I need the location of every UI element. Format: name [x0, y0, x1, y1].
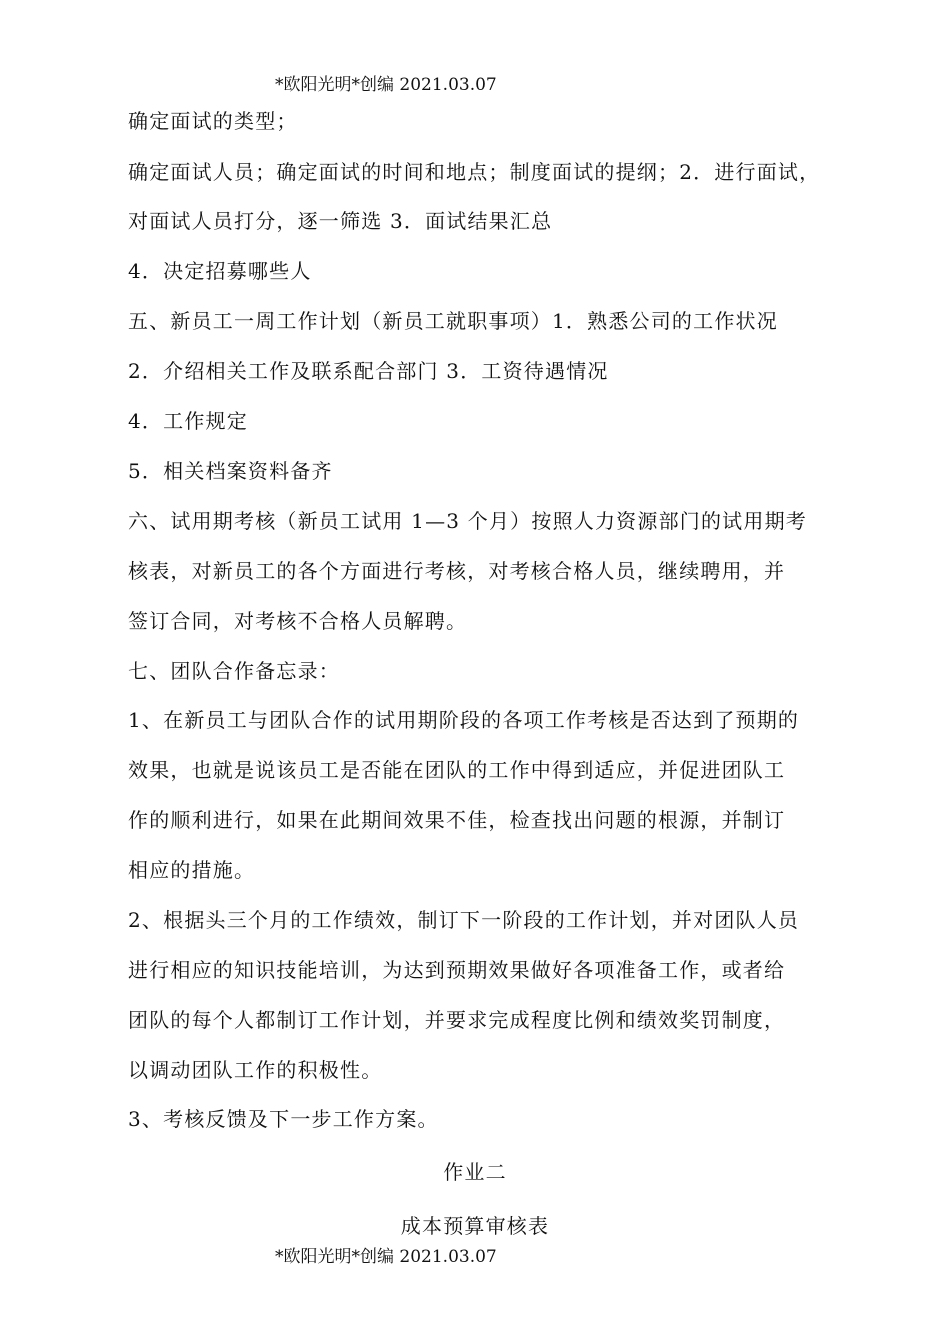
table-title: 成本预算审核表: [400, 1214, 550, 1238]
text-line: 确定面试人员；确定面试的时间和地点；制度面试的提纲；2．进行面试，: [128, 160, 821, 184]
text-line: 5．相关档案资料备齐: [128, 459, 333, 483]
text-line: 4．工作规定: [128, 409, 248, 433]
text-line: 1、在新员工与团队合作的试用期阶段的各项工作考核是否达到了预期的: [128, 708, 800, 732]
text-line: 进行相应的知识技能培训，为达到预期效果做好各项准备工作，或者给: [128, 958, 786, 982]
page-header: *欧阳光明*创编 2021.03.07: [275, 75, 497, 95]
section-heading-5: 五、新员工一周工作计划（新员工就职事项）1．熟悉公司的工作状况: [128, 309, 778, 333]
text-line: 确定面试的类型；: [128, 109, 298, 133]
text-line: 团队的每个人都制订工作计划，并要求完成程度比例和绩效奖罚制度，: [128, 1008, 786, 1032]
text-line: 以调动团队工作的积极性。: [128, 1058, 383, 1082]
text-line: 作的顺利进行，如果在此期间效果不佳，检查找出问题的根源，并制订: [128, 808, 786, 832]
text-line: 3、考核反馈及下一步工作方案。: [128, 1107, 439, 1131]
text-line: 对面试人员打分，逐一筛选 3．面试结果汇总: [128, 209, 553, 233]
section-heading-6: 六、试用期考核（新员工试用 1—3 个月）按照人力资源部门的试用期考: [128, 509, 807, 533]
text-line: 核表，对新员工的各个方面进行考核，对考核合格人员，继续聘用，并: [128, 559, 786, 583]
text-line: 相应的措施。: [128, 858, 256, 882]
text-line: 签订合同，对考核不合格人员解聘。: [128, 609, 468, 633]
text-line: 2、根据头三个月的工作绩效，制订下一阶段的工作计划，并对团队人员: [128, 908, 800, 932]
assignment-title: 作业二: [443, 1160, 507, 1184]
page-footer: *欧阳光明*创编 2021.03.07: [275, 1247, 497, 1267]
text-line: 2．介绍相关工作及联系配合部门 3．工资待遇情况: [128, 359, 609, 383]
text-line: 4．决定招募哪些人: [128, 259, 312, 283]
section-heading-7: 七、团队合作备忘录：: [128, 659, 340, 683]
text-line: 效果，也就是说该员工是否能在团队的工作中得到适应，并促进团队工: [128, 758, 786, 782]
